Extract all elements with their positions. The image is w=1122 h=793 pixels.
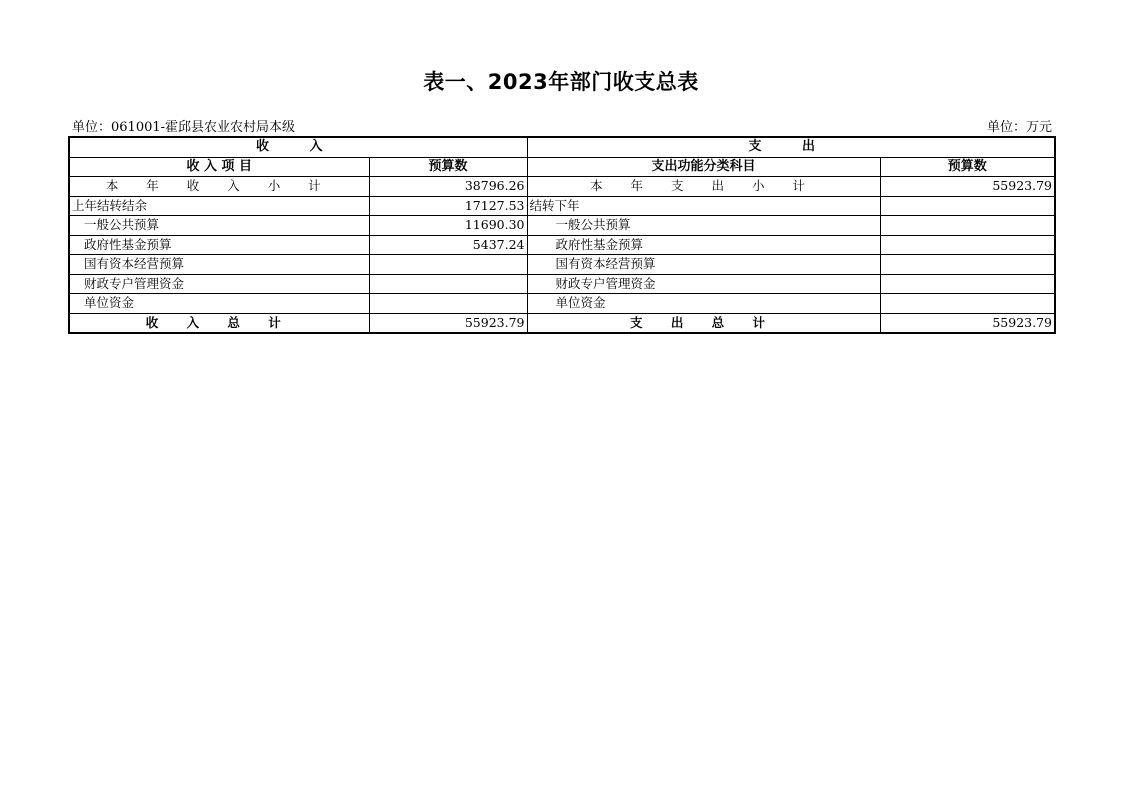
expense-value-cell [880,274,1055,294]
page-title: 表一、2023年部门收支总表 [423,70,699,94]
unit-department-label: 单位：061001-霍邱县农业农村局本级 [72,120,296,135]
income-value-cell: 5437.24 [369,235,527,255]
expense-value-cell [880,216,1055,236]
income-value-cell: 38796.26 [369,177,527,197]
income-group-header: 收 入 [69,137,527,157]
table-row [69,255,1055,275]
table-row [69,216,1055,236]
expense-item-header: 支出功能分类科目 [527,157,880,177]
income-value-cell [369,294,527,314]
table-row [69,177,1055,197]
table-total-row [69,313,1055,333]
income-label-cell: 单位资金 [69,294,369,314]
table-column-header-row [69,157,1055,177]
table-row [69,196,1055,216]
income-total-value: 55923.79 [369,313,527,333]
expense-label-cell: 本 年 支 出 小 计 [527,177,880,197]
income-value-cell [369,274,527,294]
expense-label-cell: 单位资金 [527,294,880,314]
unit-currency-label: 单位：万元 [986,120,1052,135]
table-group-header-row [69,137,1055,157]
income-item-header: 收 入 项 目 [69,157,369,177]
expense-value-cell [880,196,1055,216]
expense-budget-header: 预算数 [880,157,1055,177]
income-value-cell: 11690.30 [369,216,527,236]
expense-value-cell: 55923.79 [880,177,1055,197]
expense-value-cell [880,235,1055,255]
income-value-cell [369,255,527,275]
table-row [69,274,1055,294]
expense-label-cell: 结转下年 [527,196,880,216]
expense-label-cell: 政府性基金预算 [527,235,880,255]
expense-total-label: 支 出 总 计 [527,313,880,333]
income-label-cell: 本 年 收 入 小 计 [69,177,369,197]
income-total-label: 收 入 总 计 [69,313,369,333]
budget-summary-table [68,136,1056,334]
income-label-cell: 上年结转结余 [69,196,369,216]
income-label-cell: 国有资本经营预算 [69,255,369,275]
income-budget-header: 预算数 [369,157,527,177]
expense-label-cell: 国有资本经营预算 [527,255,880,275]
income-value-cell: 17127.53 [369,196,527,216]
expense-total-value: 55923.79 [880,313,1055,333]
expense-value-cell [880,294,1055,314]
table-row [69,294,1055,314]
expense-label-cell: 财政专户管理资金 [527,274,880,294]
expense-value-cell [880,255,1055,275]
income-label-cell: 一般公共预算 [69,216,369,236]
expense-group-header: 支 出 [527,137,1055,157]
income-label-cell: 财政专户管理资金 [69,274,369,294]
income-label-cell: 政府性基金预算 [69,235,369,255]
table-row [69,235,1055,255]
expense-label-cell: 一般公共预算 [527,216,880,236]
